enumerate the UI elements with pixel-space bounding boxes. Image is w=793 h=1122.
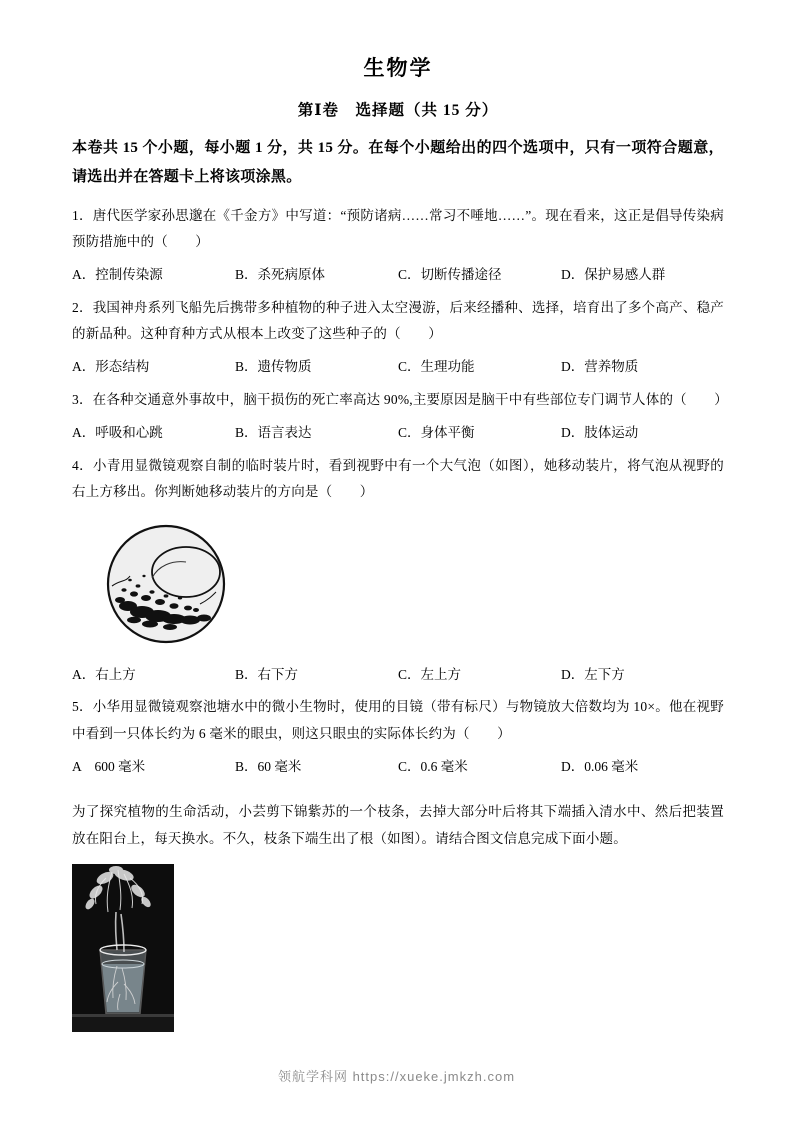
question-options [72,420,724,446]
section-heading: 第Ⅰ卷 选择题（共 15 分） [297,102,499,119]
question-options [72,354,724,380]
option-c[interactable]: C．0.6 毫米 [398,758,468,774]
option-d[interactable]: D．0.06 毫米 [561,758,639,774]
option-c[interactable]: C．生理功能 [398,359,475,375]
option-d[interactable]: D．肢体运动 [561,425,639,441]
option-b[interactable]: B．杀死病原体 [235,267,326,283]
option-c[interactable]: C．切断传播途径 [398,267,502,283]
option-a[interactable]: A．呼吸和心跳 [72,425,163,441]
air-bubble-illustration [100,520,250,650]
option-b[interactable]: B．遗传物质 [235,359,312,375]
option-d[interactable]: D．保护易感人群 [561,267,666,283]
question-stem: 2．我国神舟系列飞船先后携带多种植物的种子进入太空漫游，后来经播种、选择，培育出了多个高产、稳产的新品种。这种育种方式从根本上改变了这些种子的（ ） [72,299,724,342]
watermark-footer: 领航学科网 https://xueke.jmkzh.com [277,1069,516,1084]
option-b[interactable]: B．右下方 [235,666,299,682]
option-a[interactable]: A．控制传染源 [72,267,163,283]
page-content [72,52,728,1037]
option-a[interactable]: A 600 毫米 [72,758,146,774]
option-a[interactable]: A．形态结构 [72,359,150,375]
passage-text: 为了探究植物的生命活动，小芸剪下锦紫苏的一个枝条，去掉大部分叶后将其下端插入清水中、然后把装置放在阳台上，每天换水。不久，枝条下端生出了根（如图）。请结合图文信息完成下面小题。 [72,803,724,846]
option-a[interactable]: A．右上方 [72,666,136,682]
exam-instructions: 本卷共 15 个小题，每小题 1 分，共 15 分。在每个小题给出的四个选项中，只有一项符合题意，请选出并在答题卡上将该项涂黑。 [72,140,724,186]
option-d[interactable]: D．营养物质 [561,359,639,375]
plant-cutting-photo [72,864,174,1032]
question-options [72,662,724,688]
question-options [72,754,724,780]
microscope-bubble-figure [100,520,724,655]
option-b[interactable]: B．语言表达 [235,425,312,441]
question-stem: 1．唐代医学家孙思邈在《千金方》中写道：“预防诸病……常习不唾地……”。现在看来，这正是倡导传染病预防措施中的（ ） [72,207,724,249]
plant-cutting-in-glass-figure [72,864,724,1037]
option-b[interactable]: B．60 毫米 [235,758,302,774]
question-options [72,262,724,288]
question-stem: 4．小青用显微镜观察自制的临时装片时，看到视野中有一个大气泡（如图），她移动装片，将气泡从视野的右上方移出。你判断她移动装片的方向是（ ） [72,457,724,500]
option-c[interactable]: C．左上方 [398,666,462,682]
question-stem: 3．在各种交通意外事故中，脑干损伤的死亡率高达 90%,主要原因是脑干中有些部位专门调节人体的（ ） [72,392,728,408]
page-title: 生物学 [363,55,433,80]
option-d[interactable]: D．左下方 [561,666,625,682]
question-stem: 5．小华用显微镜观察池塘水中的微小生物时，使用的目镜（带有标尺）与物镜放大倍数均为 10×。他在视野中看到一只体长约为 6 毫米的眼虫，则这只眼虫的实际体长约为（ ） [72,699,724,741]
option-c[interactable]: C．身体平衡 [398,425,475,441]
